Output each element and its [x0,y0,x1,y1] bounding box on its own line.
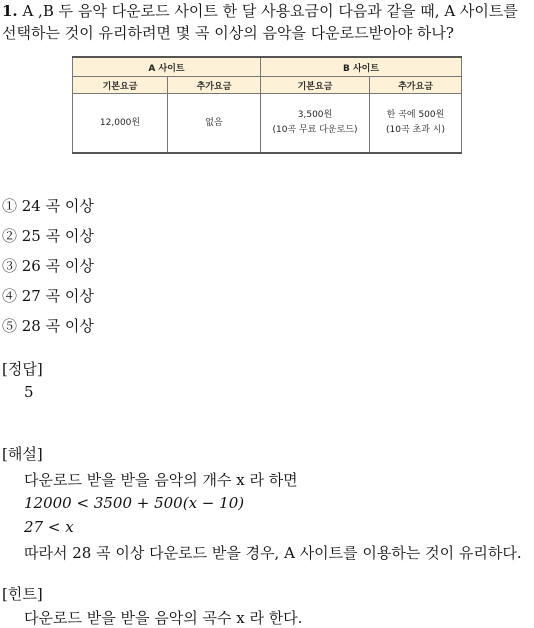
b-basic-fee-line-1: 3,500원 [297,110,333,120]
b-extra-fee-line-1: 한 곡에 500원 [386,110,445,120]
b-basic-fee-line-2: (10곡 무료 다운로드) [272,125,358,135]
explanation-equation-1: 12000 < 3500 + 500(x − 10) [24,494,245,512]
col-extra-b: 추가요금 [370,77,462,94]
question-line-1 [2,0,532,22]
b-extra-fee [370,94,462,154]
question-line-2: 선택하는 것이 유리하려면 몇 곡 이상의 음악을 다운로드받아야 하나? [2,24,454,42]
answer-value: 5 [24,383,34,401]
explanation-equation-2: 27 < x [24,518,74,536]
col-extra-a: 추가요금 [168,77,261,94]
fee-table [72,56,462,154]
a-extra-fee: 없음 [168,94,261,154]
a-basic-fee: 12,000원 [73,94,168,154]
explanation-conclusion: 따라서 28 곡 이상 다운로드 받을 경우, A 사이트를 이용하는 것이 유리하다. [24,544,522,562]
site-b-header: B 사이트 [261,57,462,77]
answer-label: [정답] [2,360,43,378]
question-number: 1. [2,2,18,20]
choice-1[interactable]: ① 24 곡 이상 [2,197,94,215]
col-basic-a: 기본요금 [73,77,168,94]
hint-line-1: 다운로드 받을 받을 음악의 곡수 x 라 한다. [24,609,303,627]
hint-label: [힌트] [2,585,43,603]
col-basic-b: 기본요금 [261,77,370,94]
choice-3[interactable]: ③ 26 곡 이상 [2,257,94,275]
b-basic-fee [261,94,370,154]
b-extra-fee-line-2: (10곡 초과 시) [386,125,445,135]
question-line-1-text: A ,B 두 음악 다운로드 사이트 한 달 사용요금이 다음과 같을 때, A 사이트를 [22,2,518,20]
choice-5[interactable]: ⑤ 28 곡 이상 [2,317,94,335]
explanation-line-1: 다운로드 받을 받을 음악의 개수 x 라 하면 [24,471,298,489]
question-text [2,0,532,44]
site-a-header: A 사이트 [73,57,261,77]
choice-2[interactable]: ② 25 곡 이상 [2,227,94,245]
explanation-label: [해설] [2,445,43,463]
choice-4[interactable]: ④ 27 곡 이상 [2,287,94,305]
